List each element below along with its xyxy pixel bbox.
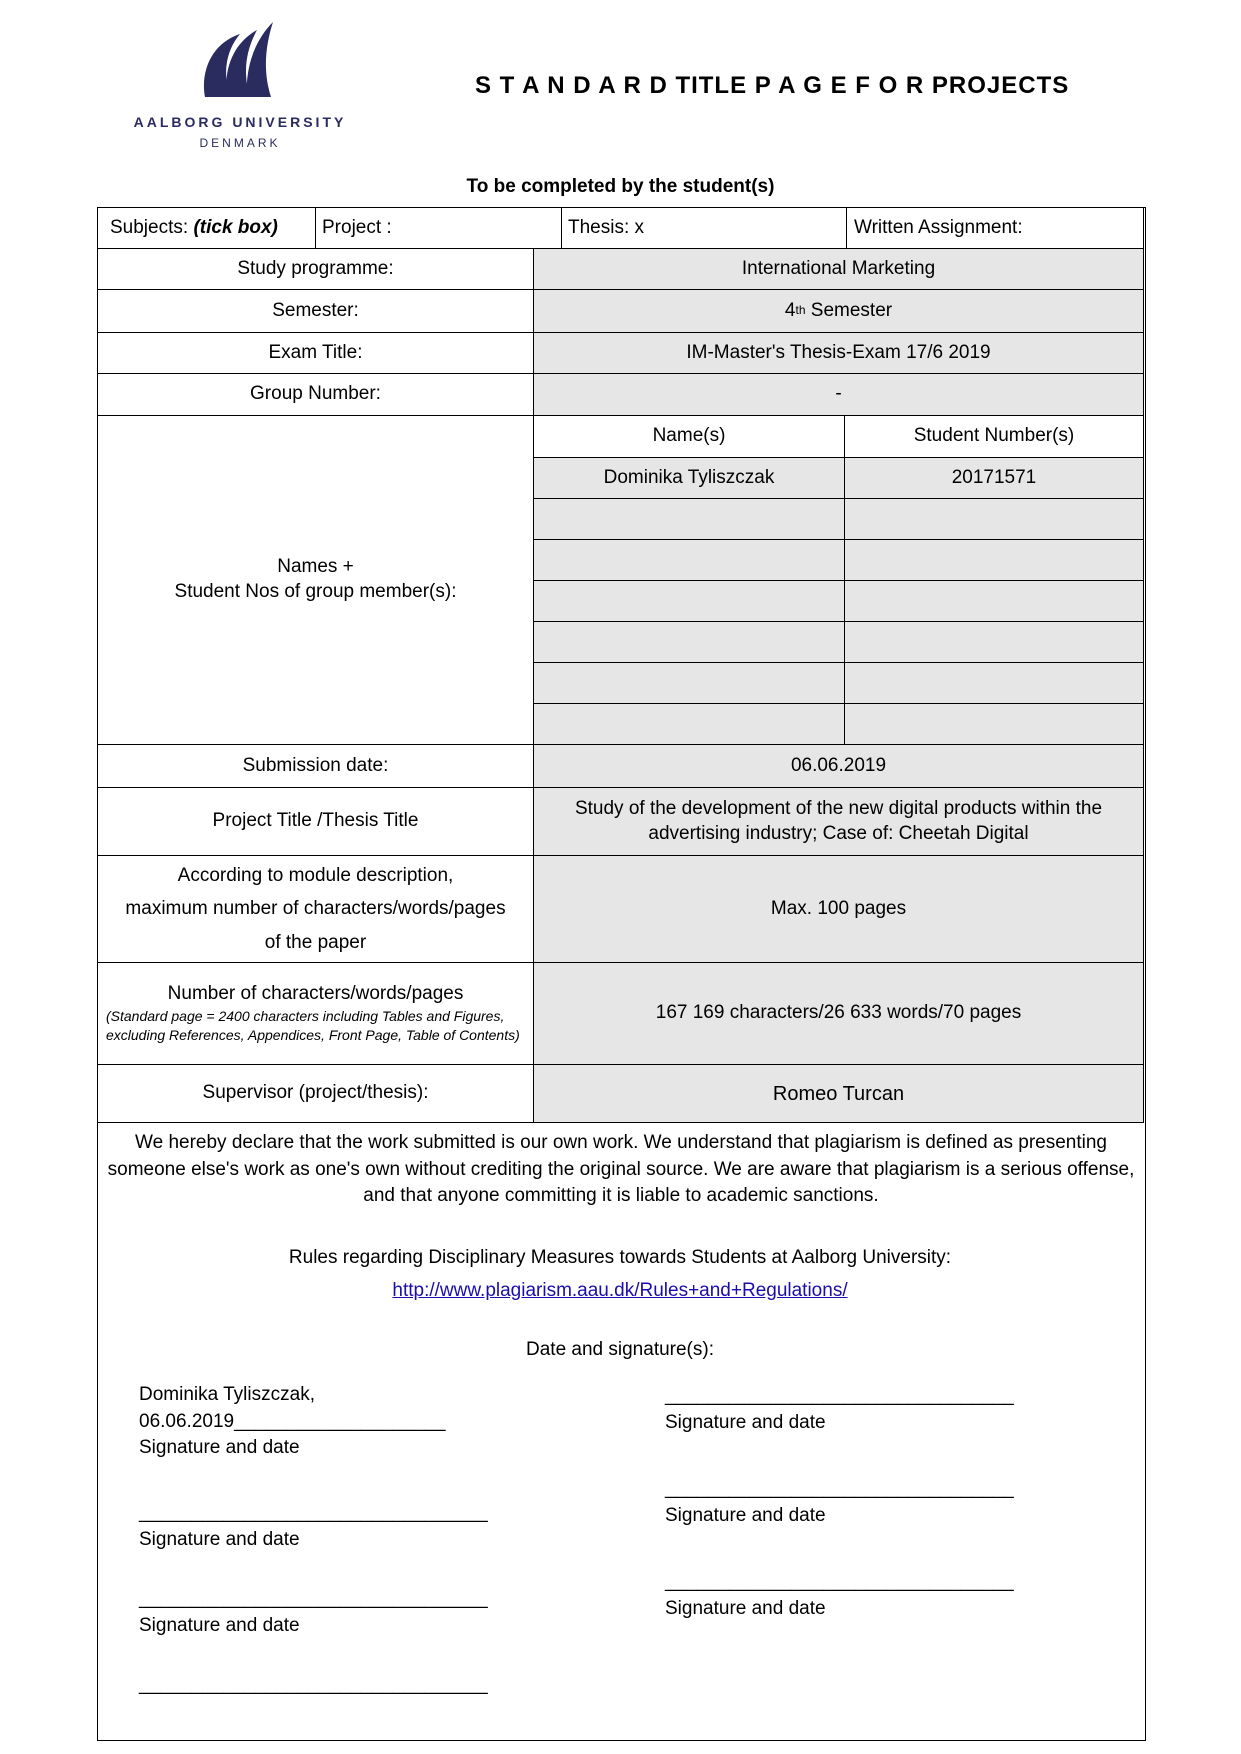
semester-value: [534, 290, 1144, 333]
member-number-empty: [845, 704, 1144, 745]
member-name-empty: [534, 622, 845, 663]
university-logo: [120, 12, 360, 162]
signature-caption: Signature and date: [139, 1528, 300, 1550]
project-title-value: Study of the development of the new digital products within the advertising industry; Case of: Cheetah Digital: [534, 788, 1144, 856]
signature-caption: Signature and date: [139, 1437, 300, 1459]
written-assignment-label: Written Assignment:: [854, 216, 1023, 238]
member-name-empty: [534, 499, 845, 540]
rules-link-row: [100, 1278, 1140, 1305]
signature-block-6: [665, 1476, 1014, 1529]
signature-line: _________________________________: [665, 1571, 1014, 1592]
page-title: S T A N D A R D TITLE P A G E F O R PROJECTS: [475, 72, 1070, 99]
project-title-label: Project Title /Thesis Title: [98, 788, 534, 856]
submission-date-value: 06.06.2019: [534, 745, 1144, 788]
signature-caption: Signature and date: [665, 1504, 826, 1526]
rules-text: Rules regarding Disciplinary Measures towards Students at Aalborg University:: [288, 1247, 952, 1268]
signature-caption: Signature and date: [665, 1411, 826, 1433]
signature-block-5: [665, 1383, 1014, 1436]
submission-date-label: Submission date:: [98, 745, 534, 788]
signature-line: _________________________________: [139, 1674, 488, 1695]
written-assignment-checkbox-cell[interactable]: [847, 208, 1144, 249]
member-number-empty: [845, 499, 1144, 540]
signature-line: _________________________________: [139, 1502, 488, 1523]
group-number-value: -: [534, 374, 1144, 416]
max-characters-value: Max. 100 pages: [534, 856, 1144, 963]
member-name-empty: [534, 704, 845, 745]
signature-line: _________________________________: [139, 1588, 488, 1609]
number-of-characters-value: 167 169 characters/26 633 words/70 pages: [534, 963, 1144, 1065]
plagiarism-rules-link[interactable]: http://www.plagiarism.aau.dk/Rules+and+Regulations/: [392, 1280, 848, 1301]
exam-title-label: Exam Title:: [98, 333, 534, 374]
number-of-characters-label: [98, 963, 534, 1065]
subjects-cell: [98, 208, 316, 249]
members-label: [98, 416, 534, 745]
max-characters-label-line1: According to module description,: [177, 865, 454, 887]
group-number-label: Group Number:: [98, 374, 534, 416]
semester-number: 4: [784, 299, 796, 321]
exam-title-value: IM-Master's Thesis-Exam 17/6 2019: [534, 333, 1144, 374]
supervisor-value: Romeo Turcan: [534, 1065, 1144, 1123]
semester-suffix: th: [795, 303, 806, 318]
member-name-empty: [534, 663, 845, 704]
study-programme-label: Study programme:: [98, 249, 534, 290]
semester-text: Semester: [805, 299, 893, 321]
members-label-line1: Names +: [277, 556, 354, 578]
signature-block-1: [139, 1382, 445, 1462]
aau-wave-logo-icon: [195, 12, 285, 102]
member-name-empty: [534, 581, 845, 622]
signer-name: Dominika Tyliszczak,: [139, 1384, 315, 1405]
member-number-empty: [845, 622, 1144, 663]
subjects-hint: (tick box): [193, 216, 278, 238]
university-country: DENMARK: [199, 136, 281, 150]
signature-caption: Signature and date: [665, 1597, 826, 1619]
supervisor-label: Supervisor (project/thesis):: [98, 1065, 534, 1123]
signature-block-3: [139, 1586, 488, 1639]
signature-caption: Signature and date: [139, 1614, 300, 1636]
member-number-empty: [845, 540, 1144, 581]
page-subtitle: To be completed by the student(s): [466, 176, 775, 197]
study-programme-value: International Marketing: [534, 249, 1144, 290]
signature-line: _________________________________: [665, 1385, 1014, 1406]
member-name: Dominika Tyliszczak: [534, 458, 845, 499]
thesis-checkbox-cell[interactable]: [562, 208, 847, 249]
member-number-empty: [845, 581, 1144, 622]
standard-page-note: (Standard page = 2400 characters including Tables and Figures, excluding References, Appendices, Front Page, Table of Contents): [106, 1007, 520, 1043]
signature-block-2: [139, 1500, 488, 1553]
number-of-characters-title: Number of characters/words/pages: [167, 983, 464, 1005]
university-name: AALBORG UNIVERSITY: [133, 114, 347, 130]
names-column-header: Name(s): [534, 416, 845, 458]
date-signature-label: Date and signature(s):: [526, 1339, 714, 1360]
member-number: 20171571: [845, 458, 1144, 499]
project-label: Project :: [322, 216, 392, 238]
project-checkbox-cell[interactable]: [316, 208, 562, 249]
semester-label: Semester:: [98, 290, 534, 333]
members-label-line2: Student Nos of group member(s):: [174, 581, 457, 602]
max-characters-label-line2: maximum number of characters/words/pages: [125, 898, 506, 920]
max-characters-label: [98, 856, 534, 963]
member-number-empty: [845, 663, 1144, 704]
declaration-text: We hereby declare that the work submitted is our own work. We understand that plagiarism is defined as presenting someone else's work as one's own without crediting the original source. We are aware that plagiarism is a serious offense, and that anyone committing it is liable to academic sanctions.: [107, 1132, 1135, 1207]
subjects-label: Subjects:: [110, 216, 189, 238]
signature-line: _________________________________: [665, 1478, 1014, 1499]
signer-date-line: 06.06.2019____________________: [139, 1410, 446, 1432]
thesis-label: Thesis: x: [568, 216, 645, 238]
signature-block-4: [139, 1672, 488, 1699]
max-characters-label-line3: of the paper: [264, 931, 367, 953]
signature-block-7: [665, 1569, 1014, 1622]
student-numbers-column-header: Student Number(s): [845, 416, 1144, 458]
member-name-empty: [534, 540, 845, 581]
